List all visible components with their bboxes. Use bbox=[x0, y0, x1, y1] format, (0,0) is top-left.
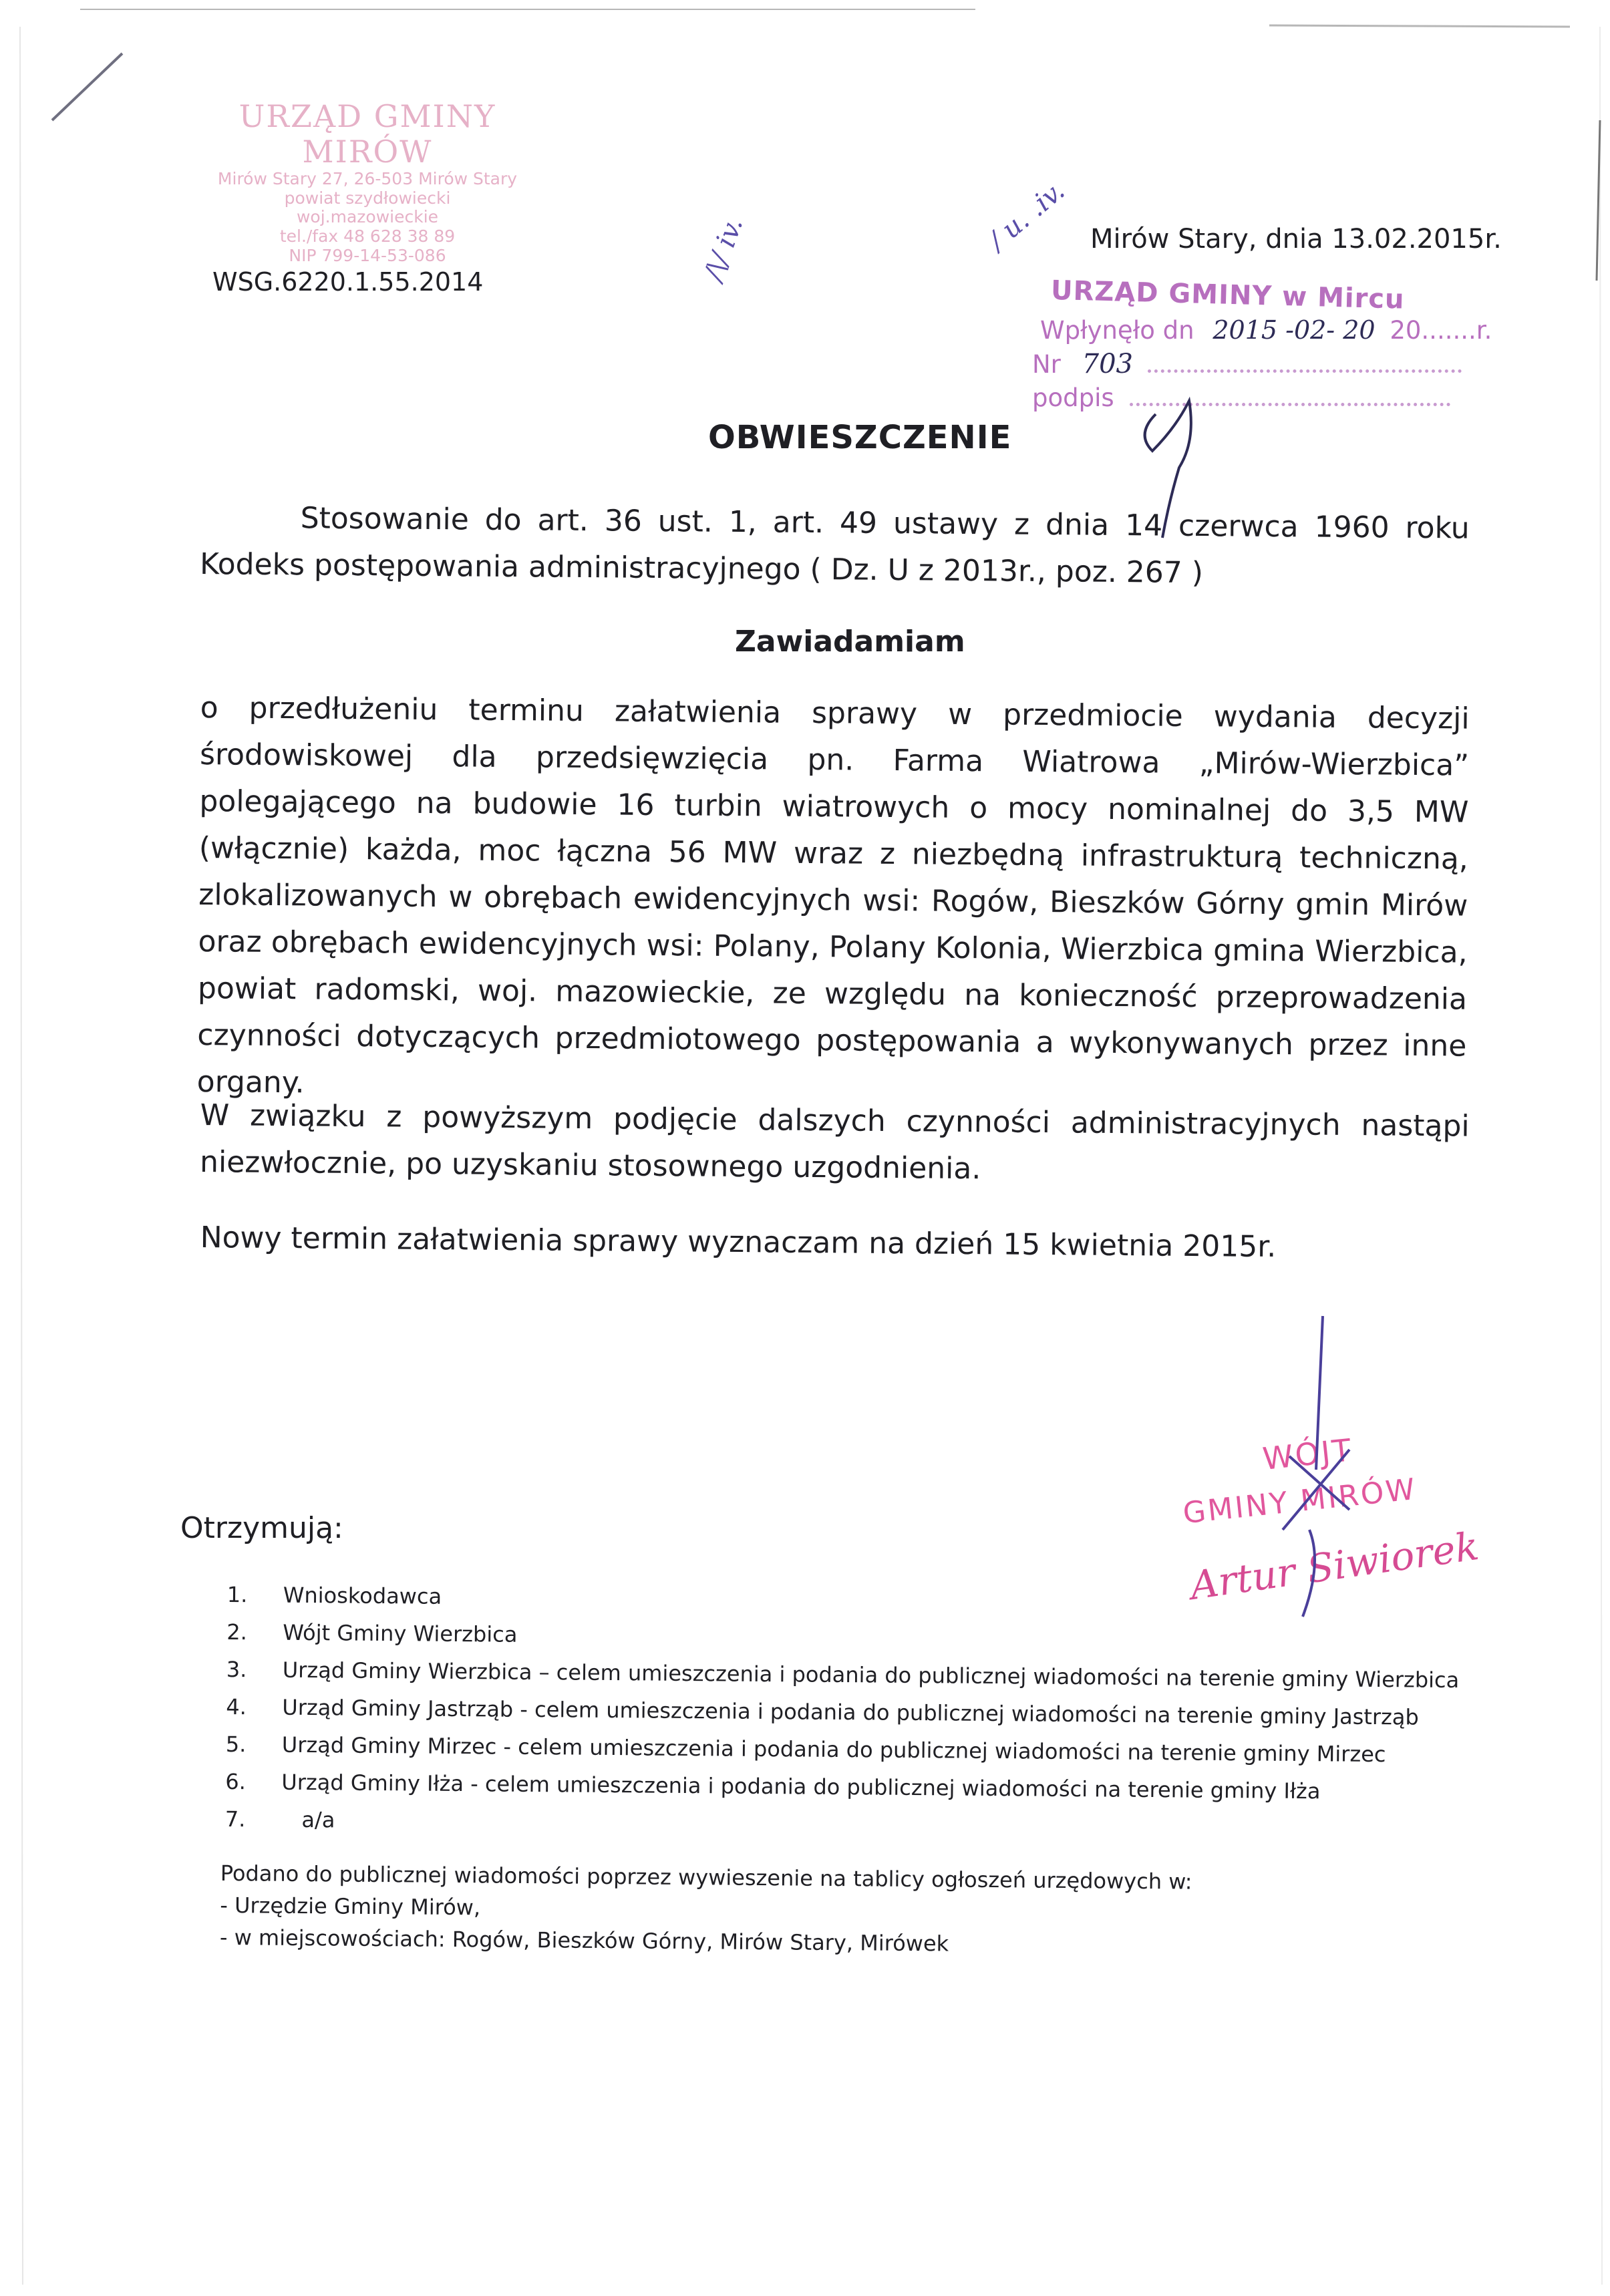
signature-flourish bbox=[1243, 1309, 1390, 1623]
office-seal-line: woj.mazowieckie bbox=[296, 207, 439, 227]
document-title: OBWIESZCZENIE bbox=[708, 419, 1012, 456]
receipt-stamp bbox=[1032, 275, 1492, 412]
body-paragraph: o przedłużeniu terminu załatwienia sprawy w przedmiocie wydania decyzji środowiskowej dla przedsięwzięcia pn. Farma Wiatrowa „Mirów-Wierzbica” polegającego na budowie 16 turbin wiatrowych o mocy nominalnej do 3,5 MW (włącznie) każda, moc łączna 56 MW wraz z niezbędną infrastrukturą techniczną, zlokalizowanych w obrębach ewidencyjnych wsi: Rogów, Bieszków Górny gmin Mirów oraz obrębach ewidencyjnych wsi: Polany, Polany Kolonia, Wierzbica gmina Wierzbica, powiat radomski, woj. mazowieckie, ze względu na konieczność przeprowadzenia czynności dotyczących przedmiotowego postępowania a wykonywanych przez inne organy. bbox=[196, 690, 1470, 1100]
registry-number: 703 bbox=[1082, 349, 1134, 379]
legal-basis-paragraph: Stosowanie do art. 36 ust. 1, art. 49 ustawy z dnia 14 czerwca 1960 roku Kodeks postępowania administracyjnego ( Dz. U z 2013r., poz. 267 ) bbox=[199, 501, 1470, 591]
number-label: Nr bbox=[1032, 350, 1061, 379]
publication-place: - Urzędzie Gminy Mirów, bbox=[220, 1892, 481, 1921]
handwritten-initials-right: / u. .iv. bbox=[982, 175, 1071, 257]
office-seal-title: URZĄD GMINY MIRÓW bbox=[238, 98, 496, 170]
publication-place: - w miejscowościach: Rogów, Bieszków Górny, Mirów Stary, Mirówek bbox=[219, 1924, 949, 1957]
list-item: 5. Urząd Gminy Mirzec - celem umieszczenia i podania do publicznej wiadomości na terenie gminy Mirzec bbox=[225, 1731, 1386, 1768]
reference-number: WSG.6220.1.55.2014 bbox=[212, 267, 484, 297]
recipients-heading: Otrzymują: bbox=[180, 1511, 343, 1545]
signature-stamp-title: WÓJT bbox=[1261, 1432, 1355, 1477]
received-date: 2015 -02- 20 bbox=[1213, 315, 1376, 345]
signature-label: podpis bbox=[1032, 383, 1114, 412]
handwritten-initials-left: /\/ iv. bbox=[698, 213, 750, 285]
body-paragraph: W związku z powyższym podjęcie dalszych czynności administracyjnych nastąpi niezwłocznie, po uzyskaniu stosownego uzgodnienia. bbox=[199, 1098, 1470, 1186]
receipt-stamp-office: URZĄD GMINY w Mircu bbox=[1050, 275, 1406, 315]
dotted-line bbox=[1148, 369, 1462, 373]
list-item: 2. Wójt Gminy Wierzbica bbox=[226, 1619, 518, 1647]
body-paragraph: Nowy termin załatwienia sprawy wyznaczam na dzień 15 kwietnia 2015r. bbox=[200, 1220, 1277, 1265]
received-year-suffix: 20.......r. bbox=[1390, 316, 1492, 345]
office-seal-line: tel./fax 48 628 38 89 bbox=[279, 226, 456, 247]
list-item: 6. Urząd Gminy Iłża - celem umieszczenia i podania do publicznej wiadomości na terenie gminy Iłża bbox=[225, 1768, 1321, 1804]
list-item: 4. Urząd Gminy Jastrząb - celem umieszczenia i podania do publicznej wiadomości na terenie gminy Jastrząb bbox=[226, 1693, 1419, 1730]
recipients-list bbox=[225, 1582, 1463, 1854]
publication-intro: Podano do publicznej wiadomości poprzez wywieszenie na tablicy ogłoszeń urzędowych w: bbox=[220, 1860, 1192, 1895]
list-item: 1. Wnioskodawca bbox=[226, 1582, 442, 1609]
place-and-date: Mirów Stary, dnia 13.02.2015r. bbox=[1090, 224, 1502, 255]
list-item: 3. Urząd Gminy Wierzbica – celem umieszczenia i podania do publicznej wiadomości na terenie gminy Wierzbica bbox=[226, 1656, 1460, 1693]
notice-heading: Zawiadamiam bbox=[735, 625, 965, 659]
office-seal-stamp bbox=[180, 99, 554, 266]
office-seal-line: NIP 799-14-53-086 bbox=[289, 245, 446, 265]
received-label: Wpłynęło dn bbox=[1040, 316, 1194, 345]
office-seal-line: powiat szydłowiecki bbox=[284, 188, 451, 208]
signature-name: Artur Siwiorek bbox=[1187, 1523, 1482, 1609]
publication-note bbox=[220, 1857, 1192, 1962]
signature-stamp-municipality: GMINY MIRÓW bbox=[1181, 1472, 1419, 1531]
list-item: 7. a/a bbox=[224, 1806, 335, 1833]
office-seal-line: Mirów Stary 27, 26-503 Mirów Stary bbox=[217, 168, 518, 188]
